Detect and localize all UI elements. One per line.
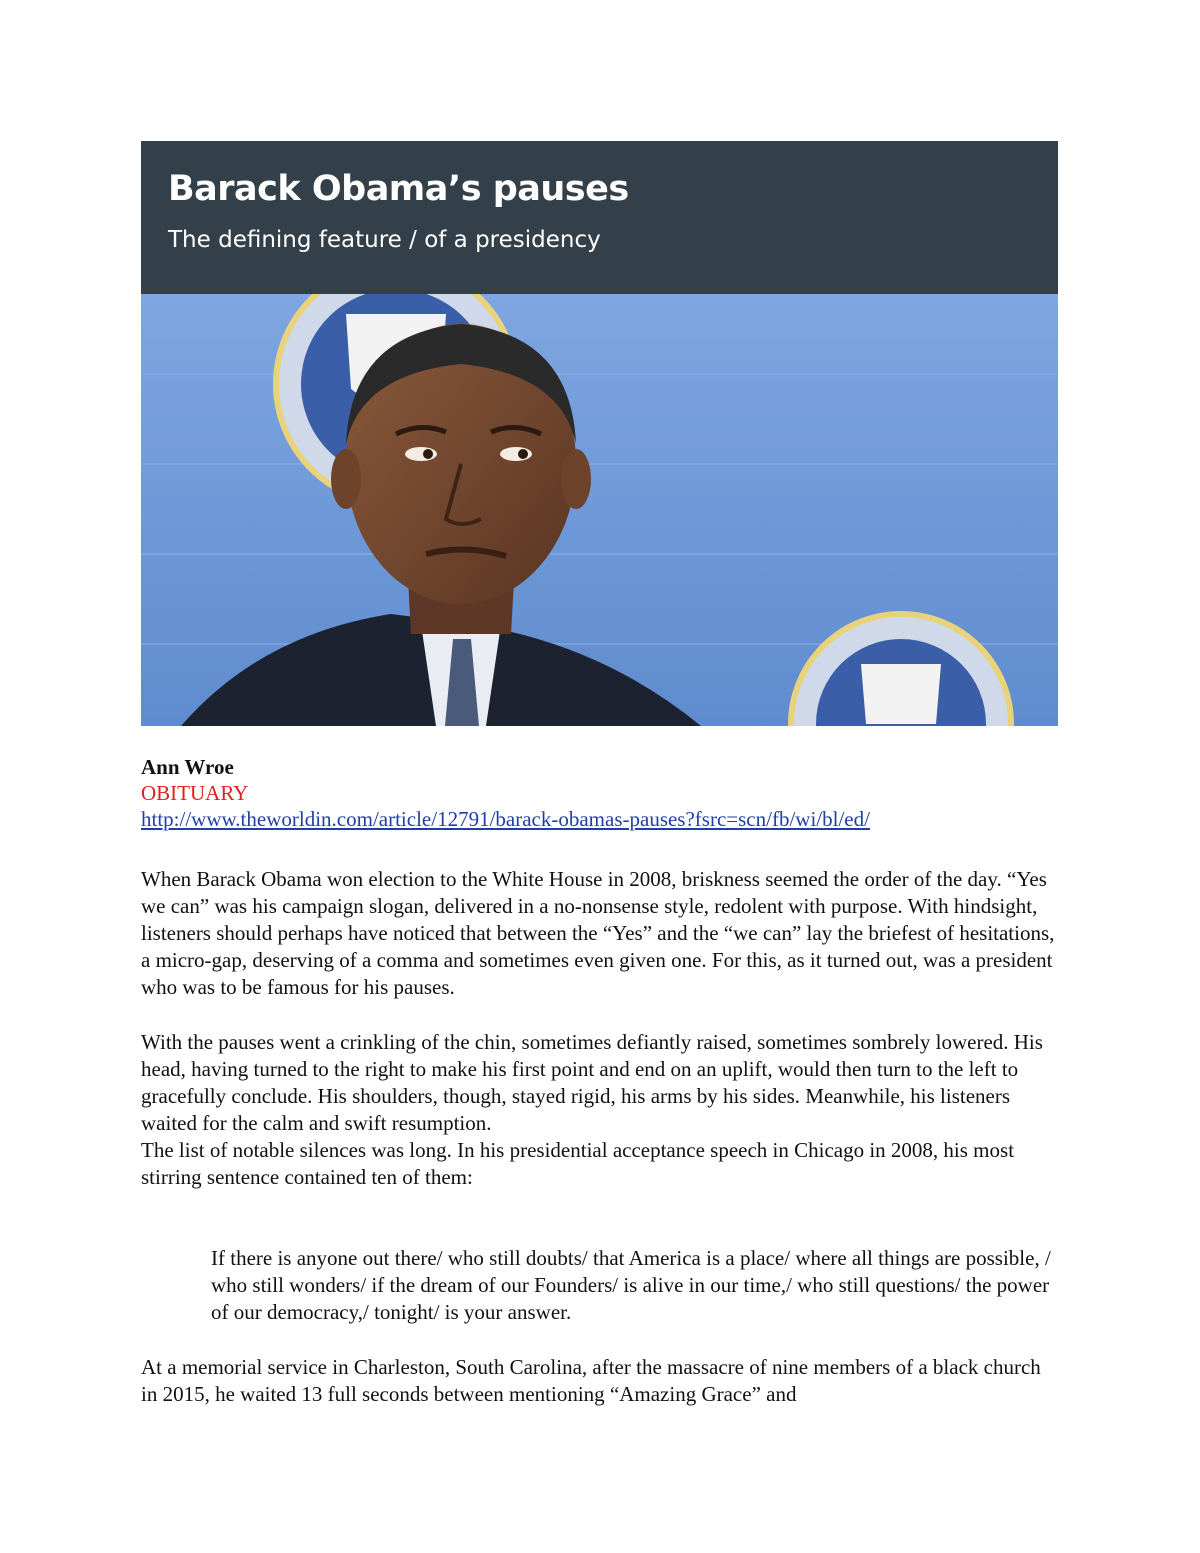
banner-header [141,141,1058,294]
block-quote: If there is anyone out there/ who still doubts/ that America is a place/ where all things are possible, / who still wonders/ if the dream of our Founders/ is alive in our time,/ who still questions/ the power of our democracy,/ tonight/ is your answer. [211,1246,1051,1324]
banner-title: Barack Obama’s pauses [168,169,629,209]
portrait-illustration [141,294,1058,726]
paragraph-4: At a memorial service in Charleston, South Carolina, after the massacre of nine members of a black church in 2015, he waited 13 full seconds between mentioning “Amazing Grace” and [141,1355,1041,1406]
paragraph-3: The list of notable silences was long. In his presidential acceptance speech in Chicago in 2008, his most stirring sentence contained ten of them: [141,1138,1015,1189]
author-name: Ann Wroe [141,755,234,779]
banner-subtitle: The defining feature / of a presidency [168,227,601,253]
paragraph-2: With the pauses went a crinkling of the chin, sometimes defiantly raised, sometimes sombrely lowered. His head, having turned to the right to make his first point and end on an uplift, would then turn to the left to gracefully conclude. His shoulders, though, stayed rigid, his arms by his sides. Meanwhile, his listeners waited for the calm and swift resumption. [141,1030,1043,1135]
section-label: OBITUARY [141,781,249,805]
paragraph-1: When Barack Obama won election to the White House in 2008, briskness seemed the order of the day. “Yes we can” was his campaign slogan, delivered in a no-nonsense style, redolent with purpose. With hindsight, listeners should perhaps have noticed that between the “Yes” and the “we can” lay the briefest of hesitations, a micro-gap, deserving of a comma and sometimes even given one. For this, as it turned out, was a president who was to be famous for his pauses. [141,867,1055,999]
article-banner [141,141,1058,726]
source-link[interactable]: http://www.theworldin.com/article/12791/barack-obamas-pauses?fsrc=scn/fb/wi/bl/ed/ [141,807,870,831]
byline [141,754,870,832]
portrait-photo [141,294,1058,726]
